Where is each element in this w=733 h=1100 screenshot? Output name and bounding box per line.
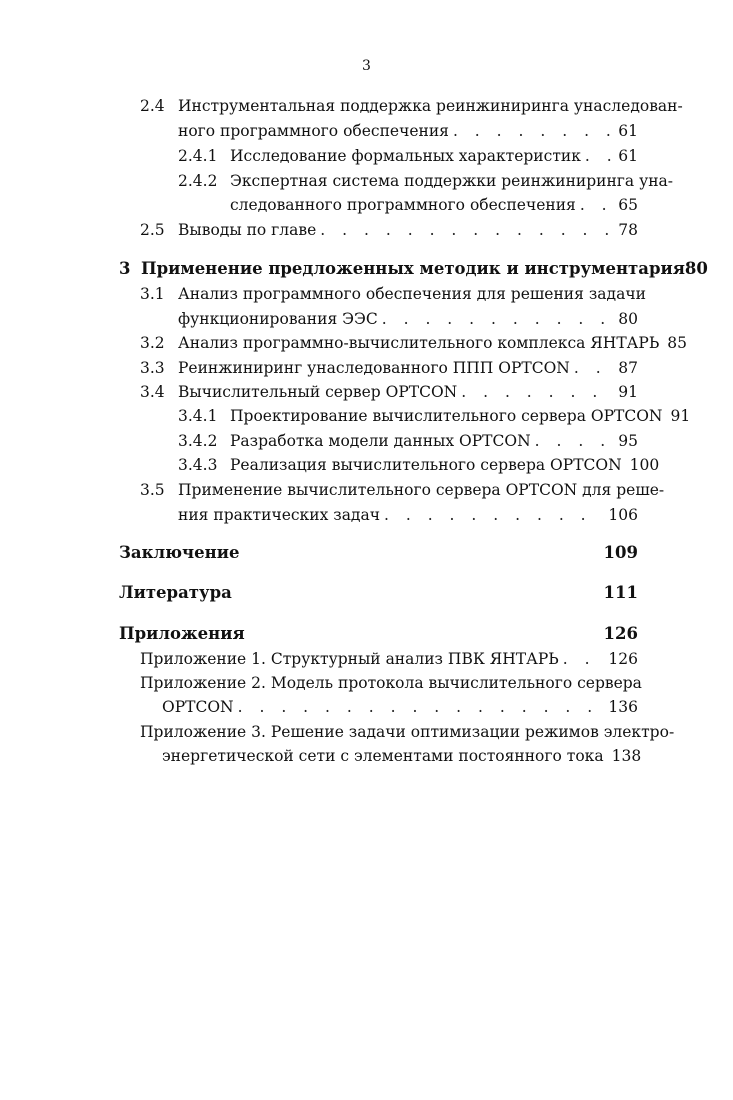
leader-dots xyxy=(535,431,615,451)
toc-entry-3-4 xyxy=(140,382,638,402)
toc-entry-2-4-line2 xyxy=(178,121,638,141)
toc-number: 3.3 xyxy=(140,359,165,377)
toc-text: Разработка модели данных OPTCON xyxy=(230,432,531,450)
toc-text: Применение вычислительного сервера OPTCON для реше- xyxy=(178,481,665,499)
leader-dots xyxy=(563,649,605,669)
toc-text: Реинжиниринг унаследованного ППП OPTCON xyxy=(178,359,570,377)
toc-appendix-3-line2 xyxy=(162,746,642,766)
toc-number: 3 xyxy=(119,259,131,278)
toc-text: следованного программного обеспечения xyxy=(230,196,576,214)
toc-page: 87 xyxy=(618,359,638,377)
toc-page: 85 xyxy=(667,334,688,352)
leader-dots xyxy=(320,220,614,240)
toc-page: 95 xyxy=(618,432,638,450)
toc-entry-3-3 xyxy=(140,358,638,378)
toc-conclusion xyxy=(119,543,638,563)
toc-appendices xyxy=(119,624,638,644)
toc-page: 106 xyxy=(608,506,638,524)
toc-page: 80 xyxy=(618,310,638,328)
toc-entry-3-2 xyxy=(140,333,688,353)
toc-entry-3-4-1 xyxy=(178,406,691,426)
toc-page: 80 xyxy=(684,259,708,278)
toc-text: Приложения xyxy=(119,624,245,643)
toc-text: Литература xyxy=(119,583,232,602)
toc-text: Инструментальная поддержка реинжиниринга унаследован- xyxy=(178,97,683,115)
leader-dots xyxy=(382,309,615,329)
leader-dots xyxy=(574,358,614,378)
toc-page: 61 xyxy=(618,122,638,140)
toc-text: Приложение 3. Решение задачи оптимизации режимов электро- xyxy=(140,723,675,741)
toc-page: 136 xyxy=(608,698,638,716)
toc-text: ного программного обеспечения xyxy=(178,122,449,140)
toc-appendix-2-line1 xyxy=(140,673,642,693)
toc-number: 3.2 xyxy=(140,334,165,352)
toc-entry-3-4-3 xyxy=(178,455,660,475)
toc-entry-2-4-2-line2 xyxy=(230,195,638,215)
leader-dots xyxy=(384,505,604,525)
toc-number: 3.1 xyxy=(140,285,165,303)
toc-entry-3-4-2 xyxy=(178,431,638,451)
toc-entry-3-1-line2 xyxy=(178,309,638,329)
toc-page: 109 xyxy=(603,543,638,562)
page-number: 3 xyxy=(362,58,371,74)
toc-text: Выводы по главе xyxy=(178,221,317,239)
toc-page: 126 xyxy=(603,624,638,643)
toc-number: 2.4.2 xyxy=(178,172,218,190)
toc-text: Заключение xyxy=(119,543,240,562)
toc-text: Применение предложенных методик и инструментария xyxy=(141,259,685,278)
toc-page: 65 xyxy=(618,196,638,214)
leader-dots xyxy=(585,146,614,166)
toc-page: 91 xyxy=(670,407,691,425)
toc-entry-2-4-line1 xyxy=(140,96,683,116)
toc-entry-2-4-1 xyxy=(178,146,638,166)
toc-text: Приложение 1. Структурный анализ ПВК ЯНТАРЬ xyxy=(140,650,559,668)
toc-text: Анализ программного обеспечения для решения задачи xyxy=(178,285,646,303)
toc-entry-3-5-line1 xyxy=(140,480,665,500)
toc-number: 3.4.2 xyxy=(178,432,218,450)
toc-text: ния практических задач xyxy=(178,506,380,524)
toc-text: Исследование формальных характеристик xyxy=(230,147,581,165)
leader-dots xyxy=(453,121,614,141)
toc-page: 78 xyxy=(618,221,638,239)
toc-text: функционирования ЭЭС xyxy=(178,310,378,328)
toc-text: Реализация вычислительного сервера OPTCON xyxy=(230,456,622,474)
toc-number: 2.5 xyxy=(140,221,165,239)
toc-entry-3-5-line2 xyxy=(178,505,638,525)
toc-number: 3.4.3 xyxy=(178,456,218,474)
toc-number: 3.4 xyxy=(140,383,165,401)
toc-literature xyxy=(119,583,638,603)
toc-entry-2-4-2-line1 xyxy=(178,171,674,191)
toc-appendix-2-line2 xyxy=(162,697,638,717)
toc-text: Приложение 2. Модель протокола вычислительного сервера xyxy=(140,674,642,692)
toc-page: 138 xyxy=(611,747,642,765)
toc-chapter-3 xyxy=(119,259,708,279)
toc-number: 3.5 xyxy=(140,481,165,499)
toc-entry-3-1-line1 xyxy=(140,284,646,304)
toc-page: 91 xyxy=(618,383,638,401)
toc-appendix-1 xyxy=(140,649,638,669)
toc-page: 126 xyxy=(608,650,638,668)
leader-dots xyxy=(461,382,614,402)
toc-text: энергетической сети с элементами постоянного тока xyxy=(162,747,604,765)
toc-text: Экспертная система поддержки реинжиниринга уна- xyxy=(230,172,674,190)
toc-page: 111 xyxy=(603,583,638,602)
toc-text: Вычислительный сервер OPTCON xyxy=(178,383,458,401)
toc-number: 2.4 xyxy=(140,97,165,115)
toc-text: Анализ программно-вычислительного комплекса ЯНТАРЬ xyxy=(178,334,660,352)
toc-page: 61 xyxy=(618,147,638,165)
toc-number: 3.4.1 xyxy=(178,407,218,425)
leader-dots xyxy=(238,697,605,717)
toc-text: Проектирование вычислительного сервера OPTCON xyxy=(230,407,663,425)
toc-number: 2.4.1 xyxy=(178,147,218,165)
toc-appendix-3-line1 xyxy=(140,722,675,742)
toc-text: OPTCON xyxy=(162,698,234,716)
toc-entry-2-5 xyxy=(140,220,638,240)
leader-dots xyxy=(580,195,614,215)
toc-page: 100 xyxy=(629,456,660,474)
